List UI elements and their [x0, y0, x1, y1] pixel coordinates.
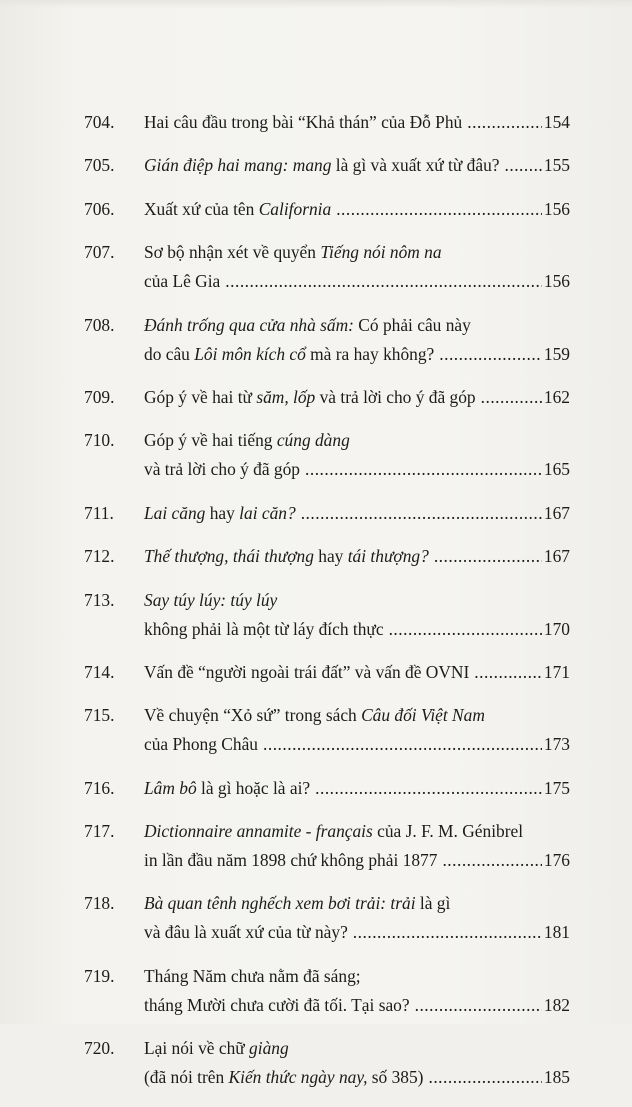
entry-number: 717.: [84, 821, 115, 842]
text-segment: không phải là một từ láy đích thực: [144, 618, 384, 639]
entry-number: 714.: [84, 661, 115, 682]
dot-leader: [315, 774, 542, 803]
text-segment: Góp ý về hai tiếng: [144, 430, 277, 451]
text-segment: số 385): [367, 1067, 424, 1088]
entry-number: 719.: [84, 965, 115, 986]
title-line: [144, 615, 570, 644]
italic-segment: tái thượng?: [347, 546, 429, 567]
title-text: [144, 383, 476, 412]
title-line: [144, 918, 570, 947]
toc-entry: [84, 311, 570, 369]
italic-segment: Gián điệp hai mang: mang: [144, 155, 332, 176]
title-text: [144, 267, 220, 296]
page-number: 155: [543, 155, 570, 176]
title-line: [144, 340, 570, 369]
dot-leader: [301, 499, 542, 528]
dot-leader: [225, 267, 542, 296]
text-segment: Vấn đề “người ngoài trái đất” và vấn đề OVNI: [144, 661, 470, 682]
title-text: [144, 238, 442, 267]
text-segment: Tháng Năm chưa nằm đã sáng;: [144, 965, 361, 986]
italic-segment: Bà quan tênh nghếch xem bơi trải: trải: [144, 893, 416, 914]
title-text: [144, 889, 450, 918]
italic-segment: Lâm bô: [144, 777, 197, 798]
entry-title: [144, 195, 570, 224]
page-number: 159: [543, 343, 570, 364]
dot-leader: [434, 542, 542, 571]
title-line: [144, 730, 570, 759]
title-text: [144, 455, 300, 484]
toc-entry: [84, 108, 570, 137]
text-segment: tháng Mười chưa cười đã tối. Tại sao?: [144, 994, 410, 1015]
title-line: [144, 499, 570, 528]
page-number: 165: [543, 459, 570, 480]
dot-leader: [474, 658, 542, 687]
title-text: [144, 195, 331, 224]
title-line: [144, 962, 570, 991]
toc-entry: [84, 774, 570, 803]
toc-entry: [84, 586, 570, 644]
entry-number: 708.: [84, 314, 115, 335]
text-segment: Hai câu đầu trong bài “Khả thán” của Đỗ Phủ: [144, 112, 463, 132]
dot-leader: [481, 383, 542, 412]
text-segment: Lại nói về chữ: [144, 1038, 250, 1059]
title-text: [144, 817, 523, 846]
text-segment: Sơ bộ nhận xét về quyển: [144, 242, 321, 263]
dot-leader: [389, 615, 542, 644]
toc-entry: [84, 658, 570, 687]
title-line: [144, 311, 570, 340]
page-number: 154: [543, 112, 570, 132]
entry-title: [144, 542, 570, 571]
text-segment: của J. F. M. Génibrel: [372, 821, 524, 842]
title-line: [144, 151, 570, 180]
italic-segment: cúng dàng: [276, 430, 350, 451]
entry-number: 705.: [84, 155, 115, 176]
entry-title: [144, 586, 570, 644]
entry-title: [144, 701, 570, 759]
dot-leader: [353, 918, 542, 947]
page-number: 171: [543, 661, 570, 682]
text-segment: Góp ý về hai từ: [144, 386, 257, 407]
title-line: [144, 383, 570, 412]
toc-entry: [84, 151, 570, 180]
italic-segment: Lôi môn kích cổ: [194, 343, 306, 364]
text-segment: Có phải câu này: [353, 314, 471, 335]
entry-number: 715.: [84, 705, 115, 726]
title-text: [144, 730, 258, 759]
title-text: [144, 991, 410, 1020]
italic-segment: Câu đối Việt Nam: [361, 705, 485, 726]
toc-entry: [84, 542, 570, 571]
page-number: 167: [543, 546, 570, 567]
page-top-shadow: [0, 0, 632, 8]
title-text: [144, 311, 471, 340]
text-segment: và đâu là xuất xứ của từ này?: [144, 922, 348, 943]
dot-leader: [442, 846, 541, 875]
toc-entry: [84, 889, 570, 947]
entry-number: 704.: [84, 112, 115, 132]
title-line: [144, 991, 570, 1020]
title-line: [144, 238, 570, 267]
text-segment: là gì hoặc là ai?: [196, 777, 311, 798]
toc-entry: [84, 195, 570, 224]
text-segment: (đã nói trên: [144, 1067, 229, 1088]
text-segment: mà ra hay không?: [305, 343, 435, 364]
text-segment: Về chuyện “Xỏ sứ” trong sách: [144, 705, 362, 726]
entry-number: 707.: [84, 242, 115, 263]
entry-title: [144, 238, 570, 296]
entry-number: 718.: [84, 893, 115, 914]
italic-segment: Đánh trống qua cửa nhà sấm:: [144, 314, 354, 335]
toc-entry: [84, 701, 570, 759]
text-segment: là gì: [415, 893, 451, 914]
text-segment: và trả lời cho ý đã góp: [315, 386, 476, 407]
italic-segment: California: [258, 198, 332, 219]
title-line: [144, 267, 570, 296]
entry-title: [144, 311, 570, 369]
toc-entry: [84, 238, 570, 296]
title-line: [144, 658, 570, 687]
italic-segment: Lai căng: [144, 502, 206, 523]
dot-leader: [467, 108, 542, 137]
entry-number: 720.: [84, 1038, 115, 1059]
title-line: [144, 542, 570, 571]
page-number: 185: [543, 1067, 570, 1088]
page-number: 170: [543, 618, 570, 639]
entry-title: [144, 499, 570, 528]
title-text: [144, 499, 296, 528]
entry-number: 711.: [84, 502, 114, 523]
page-number: 156: [543, 198, 570, 219]
title-line: [144, 846, 570, 875]
toc-entry: [84, 426, 570, 484]
text-segment: in lần đầu năm 1898 chứ không phải 1877: [144, 850, 438, 871]
entry-title: [144, 151, 570, 180]
dot-leader: [305, 455, 542, 484]
entry-title: [144, 1034, 570, 1092]
text-segment: của Lê Gia: [144, 271, 221, 292]
italic-segment: Thế thượng, thái thượng: [144, 546, 314, 567]
dot-leader: [505, 151, 542, 180]
entry-title: [144, 962, 570, 1020]
text-segment: và trả lời cho ý đã góp: [144, 459, 301, 480]
italic-segment: Dictionnaire annamite - français: [144, 821, 373, 842]
entry-title: [144, 889, 570, 947]
toc-entry: [84, 499, 570, 528]
title-text: [144, 340, 434, 369]
entry-number: 709.: [84, 386, 115, 407]
dot-leader: [415, 991, 542, 1020]
italic-segment: lai căn?: [239, 502, 296, 523]
toc-entry: [84, 817, 570, 875]
entry-number: 712.: [84, 546, 115, 567]
entry-number: 716.: [84, 777, 115, 798]
page-number: 175: [543, 777, 570, 798]
text-segment: hay: [205, 502, 240, 523]
dot-leader: [263, 730, 542, 759]
dot-leader: [336, 195, 542, 224]
dot-leader: [428, 1063, 541, 1092]
italic-segment: Kiến thức ngày nay,: [228, 1067, 368, 1088]
entry-title: [144, 383, 570, 412]
title-line: [144, 1063, 570, 1092]
title-line: [144, 1034, 570, 1063]
page-number: 182: [543, 994, 570, 1015]
title-text: [144, 151, 500, 180]
title-line: [144, 455, 570, 484]
title-text: [144, 774, 310, 803]
page-number: 162: [543, 386, 570, 407]
text-segment: Xuất xứ của tên: [144, 198, 259, 219]
dot-leader: [439, 340, 542, 369]
title-line: [144, 701, 570, 730]
entry-title: [144, 774, 570, 803]
title-text: [144, 542, 429, 571]
entry-title: [144, 108, 570, 137]
italic-segment: Say túy lúy: túy lúy: [144, 589, 278, 610]
title-text: [144, 658, 469, 687]
toc-entry: [84, 962, 570, 1020]
entry-number: 713.: [84, 589, 115, 610]
title-text: [144, 846, 437, 875]
entry-number: 706.: [84, 198, 115, 219]
title-text: [144, 962, 361, 991]
title-text: [144, 918, 348, 947]
title-line: [144, 195, 570, 224]
text-segment: hay: [313, 546, 348, 567]
text-segment: do câu: [144, 343, 195, 364]
title-text: [144, 108, 462, 137]
toc-entry: [84, 383, 570, 412]
text-segment: là gì và xuất xứ từ đâu?: [331, 155, 500, 176]
toc-entry: [84, 1034, 570, 1092]
italic-segment: Tiếng nói nôm na: [320, 242, 442, 263]
title-line: [144, 426, 570, 455]
title-line: [144, 889, 570, 918]
page-number: 176: [543, 850, 570, 871]
text-segment: của Phong Châu: [144, 734, 258, 755]
title-text: [144, 701, 485, 730]
title-text: [144, 1034, 289, 1063]
italic-segment: giàng: [249, 1038, 289, 1059]
title-line: [144, 586, 570, 615]
entry-title: [144, 817, 570, 875]
page-number: 167: [543, 502, 570, 523]
page-number: 156: [543, 271, 570, 292]
title-text: [144, 586, 277, 615]
table-of-contents: [84, 108, 570, 1107]
italic-segment: săm, lốp: [256, 386, 316, 407]
title-line: [144, 108, 570, 137]
title-text: [144, 615, 384, 644]
title-text: [144, 1063, 423, 1092]
title-line: [144, 774, 570, 803]
title-text: [144, 426, 350, 455]
entry-title: [144, 426, 570, 484]
entry-number: 710.: [84, 430, 115, 451]
title-line: [144, 817, 570, 846]
entry-title: [144, 658, 570, 687]
page-number: 181: [543, 922, 570, 943]
page-number: 173: [543, 734, 570, 755]
